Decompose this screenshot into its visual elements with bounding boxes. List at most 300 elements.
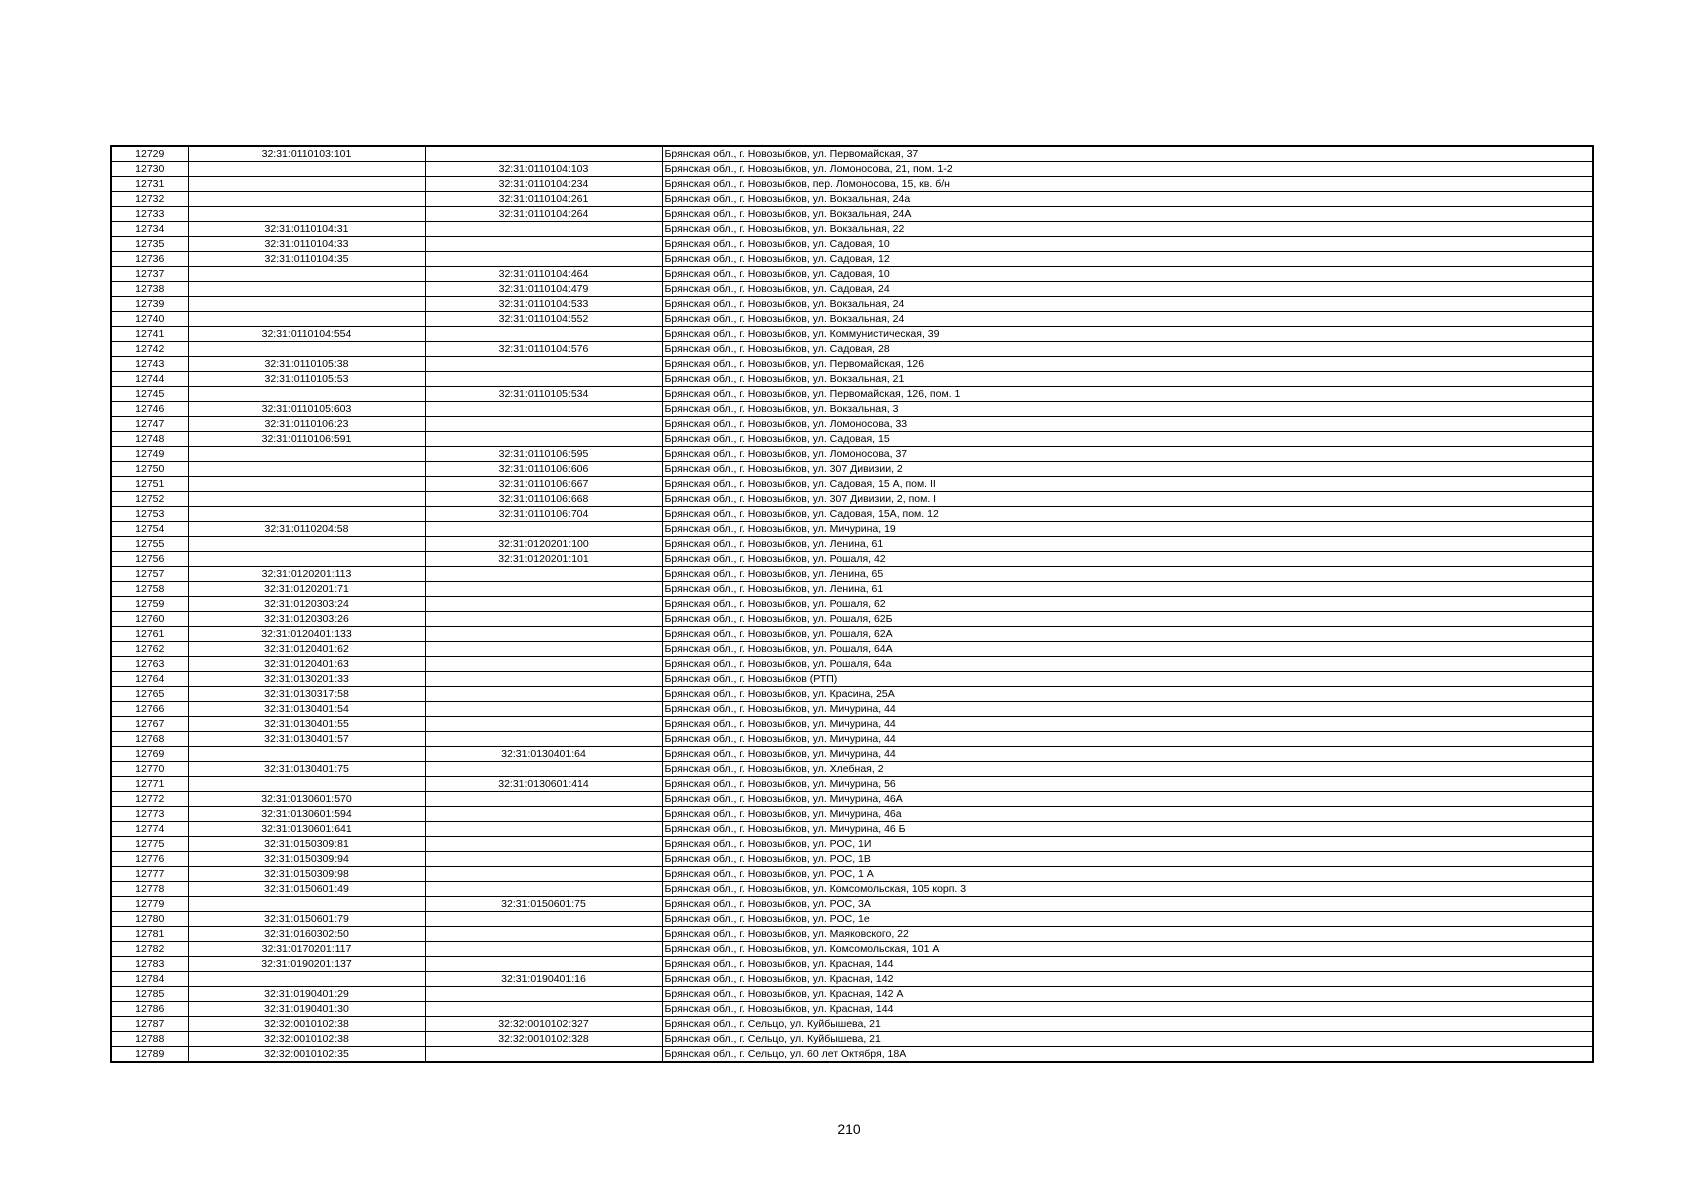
premises-cadastral-number-cell bbox=[425, 672, 662, 687]
address-cell: Брянская обл., г. Новозыбков, ул. Ломоносова, 21, пом. 1-2 bbox=[662, 162, 1593, 177]
cadastral-number-cell: 32:31:0120401:63 bbox=[188, 657, 425, 672]
address-cell: Брянская обл., г. Новозыбков, ул. Комсомольская, 101 А bbox=[662, 942, 1593, 957]
cadastral-number-cell: 32:31:0120303:26 bbox=[188, 612, 425, 627]
record-number-cell: 12787 bbox=[111, 1017, 188, 1032]
record-number-cell: 12731 bbox=[111, 177, 188, 192]
premises-cadastral-number-cell: 32:31:0110104:576 bbox=[425, 342, 662, 357]
premises-cadastral-number-cell bbox=[425, 237, 662, 252]
record-number-cell: 12774 bbox=[111, 822, 188, 837]
record-number-cell: 12776 bbox=[111, 852, 188, 867]
address-cell: Брянская обл., г. Новозыбков, ул. РОС, 1 А bbox=[662, 867, 1593, 882]
address-cell: Брянская обл., г. Новозыбков (РТП) bbox=[662, 672, 1593, 687]
address-cell: Брянская обл., г. Сельцо, ул. 60 лет Октября, 18А bbox=[662, 1047, 1593, 1063]
address-cell: Брянская обл., г. Новозыбков, ул. Мичурина, 44 bbox=[662, 717, 1593, 732]
premises-cadastral-number-cell bbox=[425, 852, 662, 867]
record-number-cell: 12756 bbox=[111, 552, 188, 567]
record-number-cell: 12785 bbox=[111, 987, 188, 1002]
premises-cadastral-number-cell bbox=[425, 942, 662, 957]
address-cell: Брянская обл., г. Новозыбков, ул. Рошаля, 62А bbox=[662, 627, 1593, 642]
premises-cadastral-number-cell bbox=[425, 612, 662, 627]
address-cell: Брянская обл., г. Новозыбков, ул. Комсомольская, 105 корп. 3 bbox=[662, 882, 1593, 897]
premises-cadastral-number-cell: 32:31:0110104:103 bbox=[425, 162, 662, 177]
record-number-cell: 12777 bbox=[111, 867, 188, 882]
address-cell: Брянская обл., г. Новозыбков, ул. РОС, 1е bbox=[662, 912, 1593, 927]
table-row bbox=[111, 477, 1593, 492]
table-row bbox=[111, 447, 1593, 462]
premises-cadastral-number-cell: 32:31:0120201:100 bbox=[425, 537, 662, 552]
cadastral-number-cell: 32:31:0110204:58 bbox=[188, 522, 425, 537]
table-row bbox=[111, 297, 1593, 312]
address-cell: Брянская обл., г. Новозыбков, ул. Красная, 144 bbox=[662, 957, 1593, 972]
cadastral-number-cell: 32:31:0110105:38 bbox=[188, 357, 425, 372]
table-row bbox=[111, 912, 1593, 927]
address-cell: Брянская обл., г. Новозыбков, ул. Маяковского, 22 bbox=[662, 927, 1593, 942]
table-row bbox=[111, 342, 1593, 357]
premises-cadastral-number-cell bbox=[425, 627, 662, 642]
address-cell: Брянская обл., г. Новозыбков, ул. Первомайская, 37 bbox=[662, 146, 1593, 162]
premises-cadastral-number-cell bbox=[425, 792, 662, 807]
address-cell: Брянская обл., г. Новозыбков, ул. Садовая, 15 А, пом. II bbox=[662, 477, 1593, 492]
cadastral-number-cell: 32:31:0120303:24 bbox=[188, 597, 425, 612]
record-number-cell: 12772 bbox=[111, 792, 188, 807]
address-cell: Брянская обл., г. Новозыбков, ул. Первомайская, 126, пом. 1 bbox=[662, 387, 1593, 402]
address-cell: Брянская обл., г. Новозыбков, ул. Мичурина, 44 bbox=[662, 747, 1593, 762]
cadastral-number-cell: 32:31:0150309:94 bbox=[188, 852, 425, 867]
table-row bbox=[111, 432, 1593, 447]
table-row bbox=[111, 987, 1593, 1002]
record-number-cell: 12778 bbox=[111, 882, 188, 897]
cadastral-number-cell: 32:31:0120401:62 bbox=[188, 642, 425, 657]
record-number-cell: 12779 bbox=[111, 897, 188, 912]
cadastral-number-cell bbox=[188, 537, 425, 552]
premises-cadastral-number-cell bbox=[425, 837, 662, 852]
cadastral-number-cell: 32:31:0110106:23 bbox=[188, 417, 425, 432]
address-cell: Брянская обл., г. Новозыбков, ул. Мичурина, 46 Б bbox=[662, 822, 1593, 837]
premises-cadastral-number-cell bbox=[425, 912, 662, 927]
cadastral-number-cell: 32:31:0110105:53 bbox=[188, 372, 425, 387]
cadastral-number-cell: 32:31:0150601:49 bbox=[188, 882, 425, 897]
premises-cadastral-number-cell bbox=[425, 687, 662, 702]
address-cell: Брянская обл., г. Новозыбков, ул. Вокзальная, 24 bbox=[662, 297, 1593, 312]
cadastral-number-cell: 32:31:0130201:33 bbox=[188, 672, 425, 687]
record-number-cell: 12767 bbox=[111, 717, 188, 732]
property-registry-table bbox=[110, 145, 1594, 1063]
cadastral-number-cell: 32:31:0110104:35 bbox=[188, 252, 425, 267]
table-row bbox=[111, 627, 1593, 642]
registry-table-body bbox=[111, 146, 1593, 1062]
table-row bbox=[111, 1047, 1593, 1063]
record-number-cell: 12737 bbox=[111, 267, 188, 282]
premises-cadastral-number-cell bbox=[425, 372, 662, 387]
table-row bbox=[111, 882, 1593, 897]
record-number-cell: 12773 bbox=[111, 807, 188, 822]
address-cell: Брянская обл., г. Новозыбков, ул. Вокзальная, 3 bbox=[662, 402, 1593, 417]
cadastral-number-cell: 32:31:0130601:570 bbox=[188, 792, 425, 807]
premises-cadastral-number-cell bbox=[425, 657, 662, 672]
cadastral-number-cell: 32:31:0160302:50 bbox=[188, 927, 425, 942]
table-row bbox=[111, 162, 1593, 177]
record-number-cell: 12752 bbox=[111, 492, 188, 507]
premises-cadastral-number-cell bbox=[425, 222, 662, 237]
premises-cadastral-number-cell bbox=[425, 567, 662, 582]
address-cell: Брянская обл., г. Новозыбков, ул. Первомайская, 126 bbox=[662, 357, 1593, 372]
record-number-cell: 12764 bbox=[111, 672, 188, 687]
address-cell: Брянская обл., г. Новозыбков, ул. Красная, 142 А bbox=[662, 987, 1593, 1002]
record-number-cell: 12762 bbox=[111, 642, 188, 657]
address-cell: Брянская обл., г. Новозыбков, ул. Вокзальная, 21 bbox=[662, 372, 1593, 387]
table-row bbox=[111, 192, 1593, 207]
address-cell: Брянская обл., г. Сельцо, ул. Куйбышева, 21 bbox=[662, 1032, 1593, 1047]
record-number-cell: 12735 bbox=[111, 237, 188, 252]
record-number-cell: 12739 bbox=[111, 297, 188, 312]
address-cell: Брянская обл., г. Новозыбков, ул. 307 Дивизии, 2, пом. I bbox=[662, 492, 1593, 507]
cadastral-number-cell: 32:31:0150601:79 bbox=[188, 912, 425, 927]
premises-cadastral-number-cell: 32:31:0110104:479 bbox=[425, 282, 662, 297]
address-cell: Брянская обл., г. Новозыбков, ул. Мичурина, 56 bbox=[662, 777, 1593, 792]
address-cell: Брянская обл., г. Новозыбков, ул. Мичурина, 46а bbox=[662, 807, 1593, 822]
premises-cadastral-number-cell: 32:31:0110106:606 bbox=[425, 462, 662, 477]
cadastral-number-cell bbox=[188, 477, 425, 492]
table-row bbox=[111, 582, 1593, 597]
record-number-cell: 12788 bbox=[111, 1032, 188, 1047]
premises-cadastral-number-cell: 32:31:0110106:704 bbox=[425, 507, 662, 522]
address-cell: Брянская обл., г. Новозыбков, ул. Вокзальная, 24А bbox=[662, 207, 1593, 222]
premises-cadastral-number-cell: 32:31:0130401:64 bbox=[425, 747, 662, 762]
premises-cadastral-number-cell bbox=[425, 1047, 662, 1063]
premises-cadastral-number-cell bbox=[425, 702, 662, 717]
premises-cadastral-number-cell bbox=[425, 402, 662, 417]
cadastral-number-cell bbox=[188, 492, 425, 507]
premises-cadastral-number-cell bbox=[425, 882, 662, 897]
address-cell: Брянская обл., г. Новозыбков, ул. Мичурина, 44 bbox=[662, 732, 1593, 747]
cadastral-number-cell: 32:31:0150309:98 bbox=[188, 867, 425, 882]
record-number-cell: 12769 bbox=[111, 747, 188, 762]
table-row bbox=[111, 1032, 1593, 1047]
table-row bbox=[111, 462, 1593, 477]
cadastral-number-cell: 32:31:0120201:113 bbox=[188, 567, 425, 582]
table-row bbox=[111, 612, 1593, 627]
record-number-cell: 12751 bbox=[111, 477, 188, 492]
premises-cadastral-number-cell: 32:31:0110104:234 bbox=[425, 177, 662, 192]
cadastral-number-cell: 32:31:0110104:33 bbox=[188, 237, 425, 252]
table-row bbox=[111, 177, 1593, 192]
table-row bbox=[111, 747, 1593, 762]
address-cell: Брянская обл., г. Новозыбков, ул. Ленина, 61 bbox=[662, 537, 1593, 552]
premises-cadastral-number-cell: 32:31:0110104:552 bbox=[425, 312, 662, 327]
address-cell: Брянская обл., г. Новозыбков, ул. Ленина, 65 bbox=[662, 567, 1593, 582]
cadastral-number-cell: 32:31:0130601:594 bbox=[188, 807, 425, 822]
premises-cadastral-number-cell: 32:31:0110105:534 bbox=[425, 387, 662, 402]
record-number-cell: 12750 bbox=[111, 462, 188, 477]
table-row bbox=[111, 732, 1593, 747]
premises-cadastral-number-cell bbox=[425, 1002, 662, 1017]
record-number-cell: 12742 bbox=[111, 342, 188, 357]
premises-cadastral-number-cell bbox=[425, 146, 662, 162]
cadastral-number-cell: 32:31:0190201:137 bbox=[188, 957, 425, 972]
table-row bbox=[111, 387, 1593, 402]
cadastral-number-cell bbox=[188, 297, 425, 312]
record-number-cell: 12746 bbox=[111, 402, 188, 417]
address-cell: Брянская обл., г. Новозыбков, ул. Рошаля, 64А bbox=[662, 642, 1593, 657]
premises-cadastral-number-cell: 32:32:0010102:327 bbox=[425, 1017, 662, 1032]
cadastral-number-cell bbox=[188, 552, 425, 567]
table-row bbox=[111, 642, 1593, 657]
table-row bbox=[111, 1017, 1593, 1032]
address-cell: Брянская обл., г. Новозыбков, ул. Хлебная, 2 bbox=[662, 762, 1593, 777]
table-row bbox=[111, 822, 1593, 837]
cadastral-number-cell: 32:31:0110106:591 bbox=[188, 432, 425, 447]
address-cell: Брянская обл., г. Новозыбков, ул. Мичурина, 44 bbox=[662, 702, 1593, 717]
record-number-cell: 12743 bbox=[111, 357, 188, 372]
cadastral-number-cell: 32:31:0110104:554 bbox=[188, 327, 425, 342]
record-number-cell: 12744 bbox=[111, 372, 188, 387]
premises-cadastral-number-cell bbox=[425, 252, 662, 267]
address-cell: Брянская обл., г. Новозыбков, пер. Ломоносова, 15, кв. б/н bbox=[662, 177, 1593, 192]
table-row bbox=[111, 672, 1593, 687]
premises-cadastral-number-cell: 32:31:0190401:16 bbox=[425, 972, 662, 987]
address-cell: Брянская обл., г. Новозыбков, ул. Вокзальная, 24а bbox=[662, 192, 1593, 207]
record-number-cell: 12770 bbox=[111, 762, 188, 777]
premises-cadastral-number-cell bbox=[425, 957, 662, 972]
cadastral-number-cell bbox=[188, 747, 425, 762]
table-row bbox=[111, 777, 1593, 792]
record-number-cell: 12781 bbox=[111, 927, 188, 942]
cadastral-number-cell: 32:31:0130401:54 bbox=[188, 702, 425, 717]
record-number-cell: 12747 bbox=[111, 417, 188, 432]
premises-cadastral-number-cell: 32:31:0130601:414 bbox=[425, 777, 662, 792]
record-number-cell: 12786 bbox=[111, 1002, 188, 1017]
table-row bbox=[111, 852, 1593, 867]
table-row bbox=[111, 1002, 1593, 1017]
cadastral-number-cell bbox=[188, 162, 425, 177]
premises-cadastral-number-cell: 32:31:0110104:264 bbox=[425, 207, 662, 222]
cadastral-number-cell: 32:31:0130401:57 bbox=[188, 732, 425, 747]
address-cell: Брянская обл., г. Новозыбков, ул. 307 Дивизии, 2 bbox=[662, 462, 1593, 477]
table-row bbox=[111, 237, 1593, 252]
cadastral-number-cell bbox=[188, 777, 425, 792]
table-row bbox=[111, 282, 1593, 297]
table-row bbox=[111, 972, 1593, 987]
premises-cadastral-number-cell: 32:31:0110106:595 bbox=[425, 447, 662, 462]
record-number-cell: 12729 bbox=[111, 146, 188, 162]
record-number-cell: 12760 bbox=[111, 612, 188, 627]
table-row bbox=[111, 492, 1593, 507]
premises-cadastral-number-cell bbox=[425, 432, 662, 447]
record-number-cell: 12748 bbox=[111, 432, 188, 447]
cadastral-number-cell: 32:31:0170201:117 bbox=[188, 942, 425, 957]
table-row bbox=[111, 522, 1593, 537]
page-number: 210 bbox=[837, 1121, 861, 1137]
table-row bbox=[111, 897, 1593, 912]
premises-cadastral-number-cell bbox=[425, 867, 662, 882]
address-cell: Брянская обл., г. Новозыбков, ул. Ломоносова, 37 bbox=[662, 447, 1593, 462]
cadastral-number-cell: 32:32:0010102:38 bbox=[188, 1017, 425, 1032]
table-row bbox=[111, 717, 1593, 732]
premises-cadastral-number-cell bbox=[425, 642, 662, 657]
cadastral-number-cell: 32:31:0130401:55 bbox=[188, 717, 425, 732]
table-row bbox=[111, 207, 1593, 222]
table-row bbox=[111, 267, 1593, 282]
cadastral-number-cell: 32:31:0110103:101 bbox=[188, 146, 425, 162]
table-row bbox=[111, 357, 1593, 372]
address-cell: Брянская обл., г. Новозыбков, ул. Садовая, 15 bbox=[662, 432, 1593, 447]
table-row bbox=[111, 942, 1593, 957]
address-cell: Брянская обл., г. Новозыбков, ул. Ломоносова, 33 bbox=[662, 417, 1593, 432]
address-cell: Брянская обл., г. Новозыбков, ул. Мичурина, 19 bbox=[662, 522, 1593, 537]
record-number-cell: 12757 bbox=[111, 567, 188, 582]
record-number-cell: 12755 bbox=[111, 537, 188, 552]
record-number-cell: 12740 bbox=[111, 312, 188, 327]
table-row bbox=[111, 927, 1593, 942]
cadastral-number-cell: 32:31:0110104:31 bbox=[188, 222, 425, 237]
record-number-cell: 12753 bbox=[111, 507, 188, 522]
table-row bbox=[111, 146, 1593, 162]
record-number-cell: 12761 bbox=[111, 627, 188, 642]
address-cell: Брянская обл., г. Новозыбков, ул. РОС, 1И bbox=[662, 837, 1593, 852]
premises-cadastral-number-cell: 32:32:0010102:328 bbox=[425, 1032, 662, 1047]
cadastral-number-cell bbox=[188, 267, 425, 282]
cadastral-number-cell bbox=[188, 897, 425, 912]
table-row bbox=[111, 312, 1593, 327]
address-cell: Брянская обл., г. Новозыбков, ул. Садовая, 28 bbox=[662, 342, 1593, 357]
address-cell: Брянская обл., г. Новозыбков, ул. РОС, 3А bbox=[662, 897, 1593, 912]
premises-cadastral-number-cell bbox=[425, 582, 662, 597]
table-row bbox=[111, 957, 1593, 972]
table-row bbox=[111, 372, 1593, 387]
record-number-cell: 12775 bbox=[111, 837, 188, 852]
table-row bbox=[111, 837, 1593, 852]
table-row bbox=[111, 402, 1593, 417]
premises-cadastral-number-cell bbox=[425, 327, 662, 342]
premises-cadastral-number-cell bbox=[425, 357, 662, 372]
table-row bbox=[111, 537, 1593, 552]
premises-cadastral-number-cell bbox=[425, 762, 662, 777]
address-cell: Брянская обл., г. Новозыбков, ул. Ленина, 61 bbox=[662, 582, 1593, 597]
premises-cadastral-number-cell bbox=[425, 522, 662, 537]
record-number-cell: 12741 bbox=[111, 327, 188, 342]
table-row bbox=[111, 687, 1593, 702]
table-row bbox=[111, 252, 1593, 267]
table-row bbox=[111, 222, 1593, 237]
cadastral-number-cell: 32:31:0120201:71 bbox=[188, 582, 425, 597]
premises-cadastral-number-cell: 32:31:0110106:668 bbox=[425, 492, 662, 507]
table-row bbox=[111, 867, 1593, 882]
premises-cadastral-number-cell bbox=[425, 717, 662, 732]
record-number-cell: 12749 bbox=[111, 447, 188, 462]
cadastral-number-cell: 32:32:0010102:38 bbox=[188, 1032, 425, 1047]
table-row bbox=[111, 762, 1593, 777]
cadastral-number-cell bbox=[188, 387, 425, 402]
premises-cadastral-number-cell bbox=[425, 597, 662, 612]
table-row bbox=[111, 567, 1593, 582]
address-cell: Брянская обл., г. Новозыбков, ул. Вокзальная, 24 bbox=[662, 312, 1593, 327]
premises-cadastral-number-cell bbox=[425, 732, 662, 747]
record-number-cell: 12738 bbox=[111, 282, 188, 297]
record-number-cell: 12732 bbox=[111, 192, 188, 207]
table-row bbox=[111, 327, 1593, 342]
address-cell: Брянская обл., г. Новозыбков, ул. Рошаля, 62 bbox=[662, 597, 1593, 612]
record-number-cell: 12771 bbox=[111, 777, 188, 792]
record-number-cell: 12745 bbox=[111, 387, 188, 402]
address-cell: Брянская обл., г. Новозыбков, ул. Садовая, 24 bbox=[662, 282, 1593, 297]
record-number-cell: 12768 bbox=[111, 732, 188, 747]
table-row bbox=[111, 417, 1593, 432]
address-cell: Брянская обл., г. Новозыбков, ул. Красина, 25А bbox=[662, 687, 1593, 702]
table-row bbox=[111, 507, 1593, 522]
address-cell: Брянская обл., г. Новозыбков, ул. Садовая, 15А, пом. 12 bbox=[662, 507, 1593, 522]
record-number-cell: 12780 bbox=[111, 912, 188, 927]
premises-cadastral-number-cell: 32:31:0150601:75 bbox=[425, 897, 662, 912]
premises-cadastral-number-cell: 32:31:0110106:667 bbox=[425, 477, 662, 492]
cadastral-number-cell: 32:31:0190401:29 bbox=[188, 987, 425, 1002]
cadastral-number-cell bbox=[188, 192, 425, 207]
table-row bbox=[111, 702, 1593, 717]
cadastral-number-cell: 32:32:0010102:35 bbox=[188, 1047, 425, 1063]
cadastral-number-cell bbox=[188, 342, 425, 357]
record-number-cell: 12733 bbox=[111, 207, 188, 222]
premises-cadastral-number-cell: 32:31:0110104:261 bbox=[425, 192, 662, 207]
premises-cadastral-number-cell: 32:31:0120201:101 bbox=[425, 552, 662, 567]
record-number-cell: 12783 bbox=[111, 957, 188, 972]
cadastral-number-cell bbox=[188, 447, 425, 462]
record-number-cell: 12789 bbox=[111, 1047, 188, 1063]
record-number-cell: 12784 bbox=[111, 972, 188, 987]
address-cell: Брянская обл., г. Новозыбков, ул. Коммунистическая, 39 bbox=[662, 327, 1593, 342]
cadastral-number-cell: 32:31:0130601:641 bbox=[188, 822, 425, 837]
cadastral-number-cell bbox=[188, 462, 425, 477]
address-cell: Брянская обл., г. Сельцо, ул. Куйбышева, 21 bbox=[662, 1017, 1593, 1032]
table-row bbox=[111, 597, 1593, 612]
record-number-cell: 12758 bbox=[111, 582, 188, 597]
cadastral-number-cell: 32:31:0130401:75 bbox=[188, 762, 425, 777]
address-cell: Брянская обл., г. Новозыбков, ул. Садовая, 12 bbox=[662, 252, 1593, 267]
premises-cadastral-number-cell bbox=[425, 987, 662, 1002]
record-number-cell: 12766 bbox=[111, 702, 188, 717]
address-cell: Брянская обл., г. Новозыбков, ул. РОС, 1В bbox=[662, 852, 1593, 867]
cadastral-number-cell: 32:31:0110105:603 bbox=[188, 402, 425, 417]
premises-cadastral-number-cell bbox=[425, 822, 662, 837]
cadastral-number-cell: 32:31:0120401:133 bbox=[188, 627, 425, 642]
record-number-cell: 12754 bbox=[111, 522, 188, 537]
cadastral-number-cell: 32:31:0150309:81 bbox=[188, 837, 425, 852]
address-cell: Брянская обл., г. Новозыбков, ул. Красная, 144 bbox=[662, 1002, 1593, 1017]
cadastral-number-cell bbox=[188, 207, 425, 222]
premises-cadastral-number-cell: 32:31:0110104:533 bbox=[425, 297, 662, 312]
table-row bbox=[111, 807, 1593, 822]
address-cell: Брянская обл., г. Новозыбков, ул. Красная, 142 bbox=[662, 972, 1593, 987]
cadastral-number-cell: 32:31:0130317:58 bbox=[188, 687, 425, 702]
address-cell: Брянская обл., г. Новозыбков, ул. Садовая, 10 bbox=[662, 237, 1593, 252]
record-number-cell: 12782 bbox=[111, 942, 188, 957]
premises-cadastral-number-cell bbox=[425, 807, 662, 822]
address-cell: Брянская обл., г. Новозыбков, ул. Мичурина, 46А bbox=[662, 792, 1593, 807]
premises-cadastral-number-cell: 32:31:0110104:464 bbox=[425, 267, 662, 282]
premises-cadastral-number-cell bbox=[425, 417, 662, 432]
record-number-cell: 12730 bbox=[111, 162, 188, 177]
record-number-cell: 12765 bbox=[111, 687, 188, 702]
address-cell: Брянская обл., г. Новозыбков, ул. Рошаля, 64а bbox=[662, 657, 1593, 672]
record-number-cell: 12759 bbox=[111, 597, 188, 612]
record-number-cell: 12734 bbox=[111, 222, 188, 237]
premises-cadastral-number-cell bbox=[425, 927, 662, 942]
cadastral-number-cell bbox=[188, 972, 425, 987]
address-cell: Брянская обл., г. Новозыбков, ул. Садовая, 10 bbox=[662, 267, 1593, 282]
address-cell: Брянская обл., г. Новозыбков, ул. Вокзальная, 22 bbox=[662, 222, 1593, 237]
cadastral-number-cell bbox=[188, 312, 425, 327]
table-row bbox=[111, 552, 1593, 567]
cadastral-number-cell bbox=[188, 507, 425, 522]
record-number-cell: 12736 bbox=[111, 252, 188, 267]
